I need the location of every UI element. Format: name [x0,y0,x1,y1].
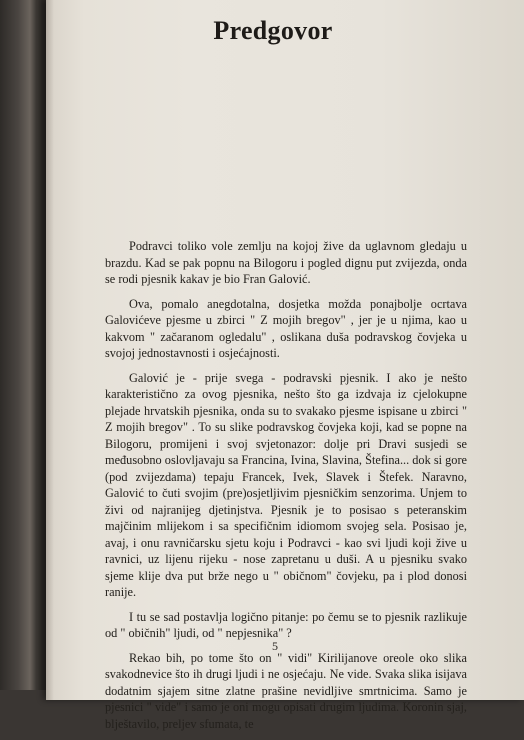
page-title: Predgovor [213,16,333,45]
page-number: 5 [272,639,278,653]
paragraph-3: Galović je - prije svega - podravski pjesnik. I ako je nešto karakteristično za ovog pjesnika, nešto što ga izdvaja iz cjelokupne plejade hrvatskih pjesnika, onda su to svakako pjesme ispisane u zbirci " Z mojih bregov" . To su slike podravskog čovjeka koji, kad se popne na Bilogoru, promijeni i svoj svjetonazor: dolje pri Dravi susjedi se međusobno oslovljavaju sa Francina, Ivina, Slavina, Štefina... dok si gore (pod zvijezdama) tepaju Francek, Ivek, Slavek i Štefek. Naravno, Galović to čuti svojim (pre)osjetljivim pjesničkim senzorima. Unjem to živi od najranijeg djetinjstva. Pjesnik je to posisao s peteranskim majčinim mlijekom i sa specifičnim idiomom svojeg sela. Posisao je, avaj, i onu ravničarsku sjetu koju i Podravci - kao svi ljudi koji žive u ravnici, uz lijenu rijeku - nose zapretanu u duši. A u pjesniku svako sjeme klije dva put brže nego u " običnom" čovjeku, pa i plod donosi ranije. [105,370,467,599]
paragraph-5: Rekao bih, po tome što on " vidi" Kirilijanove oreole oko slika svakodnevice što ih drugi ljudi i ne osjećaju. Ne vide. Svaka slika isijava dodatnim sjajem sitne zlatne prašine nevidljive smrtnicima. Samo je pjesnici " vide" i samo je oni mogu opisati drugim ljudima. Koronin sjaj, blještavilo, preljev sfumata, te [105,650,467,731]
paragraph-1: Podravci toliko vole zemlju na kojoj žive da uglavnom gledaju u brazdu. Kad se pak popnu na Bilogoru i pogled dignu put zvijezda, onda se rodi pjesnik kakav je bio Fran Galović. [105,239,467,286]
paragraph-2: Ova, pomalo anegdotalna, dosjetka možda ponajbolje ocrtava Galovićeve pjesme u zbirci " Z mojih bregov" , jer je u njima, kao u kakvom " začaranom ogledalu" , oslikana duša podravskog čovjeka u svojoj jednostavnosti i osjećajnosti. [105,296,467,360]
preface-body [105,238,467,740]
book-page [46,0,524,731]
paragraph-4: I tu se sad postavlja logično pitanje: po čemu se to pjesnik razlikuje od " običnih" ljudi, od " nepjesnika" ? [105,609,467,640]
